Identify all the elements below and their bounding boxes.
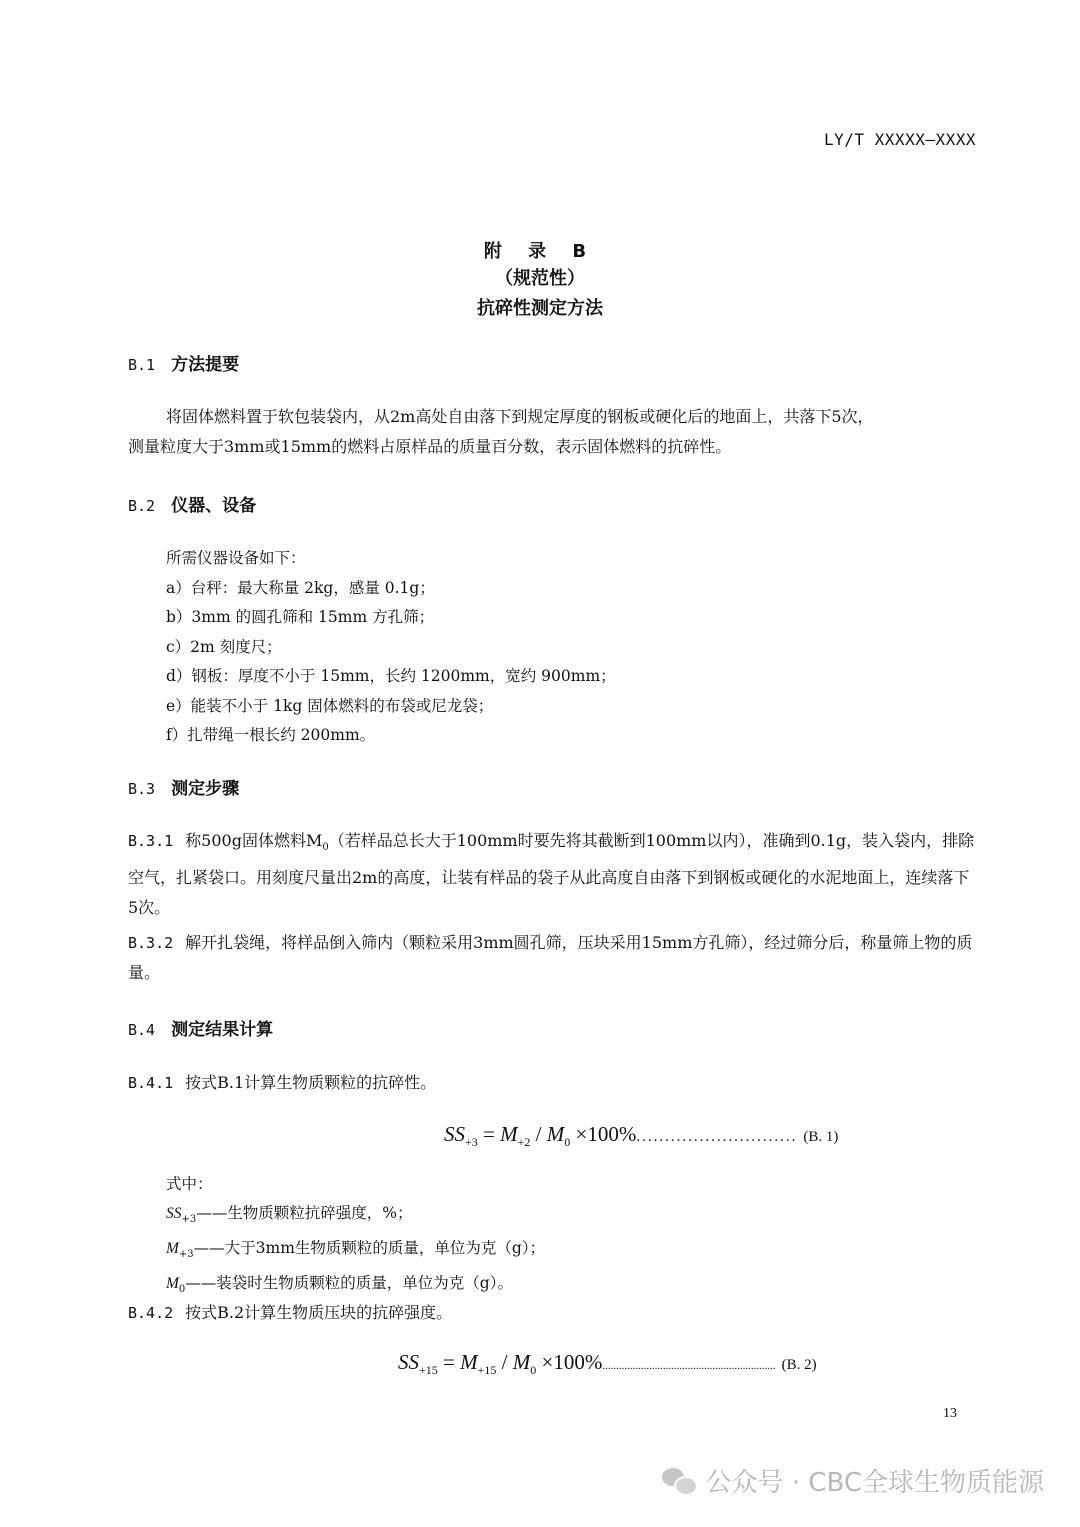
list-item: c）2m 刻度尺； (166, 637, 282, 656)
b1-paragraph-line1: 将固体燃料置于软包装袋内，从2m高处自由落下到规定厚度的钢板或硬化后的地面上，共落下5次， (166, 407, 874, 426)
section-b2-heading (128, 491, 256, 516)
legend-label: 式中： (166, 1175, 213, 1193)
page-number: 13 (943, 1406, 957, 1421)
appendix-nature: （规范性） (495, 268, 585, 289)
section-number: B.1 (128, 356, 156, 374)
section-b3-heading (128, 774, 239, 799)
legend-item: $SS_{+3}——$生物质颗粒抗碎强度，%； (166, 1204, 413, 1226)
list-item: f）扎带绳一根长约 200mm。 (166, 726, 376, 744)
formula-legend (166, 1170, 545, 1304)
section-number: B.2 (128, 497, 156, 515)
section-b4-heading (128, 1015, 273, 1040)
formula-tag: (B. 2) (781, 1357, 817, 1373)
subsection-number: B.3.1 (128, 832, 174, 850)
subsection-number: B.4.2 (128, 1304, 174, 1322)
section-title: 测定步骤 (171, 779, 240, 799)
appendix-title: 抗碎性测定方法 (477, 298, 603, 319)
watermark-text: 公众号 · CBC全球生物质能源 (705, 1468, 1044, 1498)
subsection-number: B.4.1 (128, 1074, 174, 1092)
section-number: B.4 (128, 1021, 156, 1039)
formula-b2: $SS_{+15} = M_{+15} / M_0 \times 100\%$............................................................... (B. 2) (398, 1350, 817, 1378)
b1-paragraph-line2: 测量粒度大于3mm或15mm的燃料占原样品的质量百分数，表示固体燃料的抗碎性。 (128, 437, 732, 456)
b4-2-paragraph: B.4.2 按式B.2计算生物质压块的抗碎强度。 (128, 1303, 453, 1322)
formula-tag: (B. 1) (803, 1129, 839, 1145)
legend-item: $M_{+3}——$大于3mm生物质颗粒的质量，单位为克（g）； (166, 1239, 546, 1261)
subsection-number: B.3.2 (128, 934, 174, 952)
b3-1-paragraph: B.3.1 称500g固体燃料$M_0$（若样品总长大于100mm时要先将其截断到100mm以内），准确到0.1g，装入袋内，排除空气，扎紧袋口。用刻度尺量出2m的高度，让装有样品的袋子从此高度自由落下到钢板或硬化的水泥地面上，连续落下5次。 (128, 831, 975, 918)
list-item: e）能装不小于 1kg 固体燃料的布袋或尼龙袋； (166, 696, 494, 715)
appendix-label: 附 录 B (483, 241, 597, 262)
section-title: 测定结果计算 (171, 1020, 274, 1040)
section-b1-heading (128, 350, 239, 375)
watermark (662, 1462, 1044, 1499)
wechat-icon (662, 1466, 698, 1496)
section-number: B.3 (128, 780, 156, 798)
list-item: a）台秤：最大称量 2kg，感量 0.1g； (166, 578, 435, 597)
b3-2-paragraph: B.3.2 解开扎袋绳，将样品倒入筛内（颗粒采用3mm圆孔筛，压块采用15mm方孔筛），经过筛分后，称量筛上物的质量。 (128, 933, 973, 982)
section-title: 方法提要 (171, 355, 240, 375)
b4-1-paragraph: B.4.1 按式B.1计算生物质颗粒的抗碎性。 (128, 1073, 437, 1092)
section-title: 仪器、设备 (171, 496, 257, 516)
equipment-intro: 所需仪器设备如下： (166, 549, 306, 567)
list-item: b）3mm 的圆孔筛和 15mm 方孔筛； (166, 608, 435, 626)
standard-code: LY/T XXXXX—XXXX (824, 130, 976, 149)
formula-b1: $SS_{+3} = M_{+2} / M_0 \times 100\%$............................ (B. 1) (444, 1122, 839, 1150)
legend-item: $M_0——$装袋时生物质颗粒的质量，单位为克（g）。 (166, 1274, 513, 1296)
list-item: d）钢板：厚度不小于 15mm，长约 1200mm，宽约 900mm； (166, 667, 616, 685)
equipment-list (166, 544, 616, 751)
